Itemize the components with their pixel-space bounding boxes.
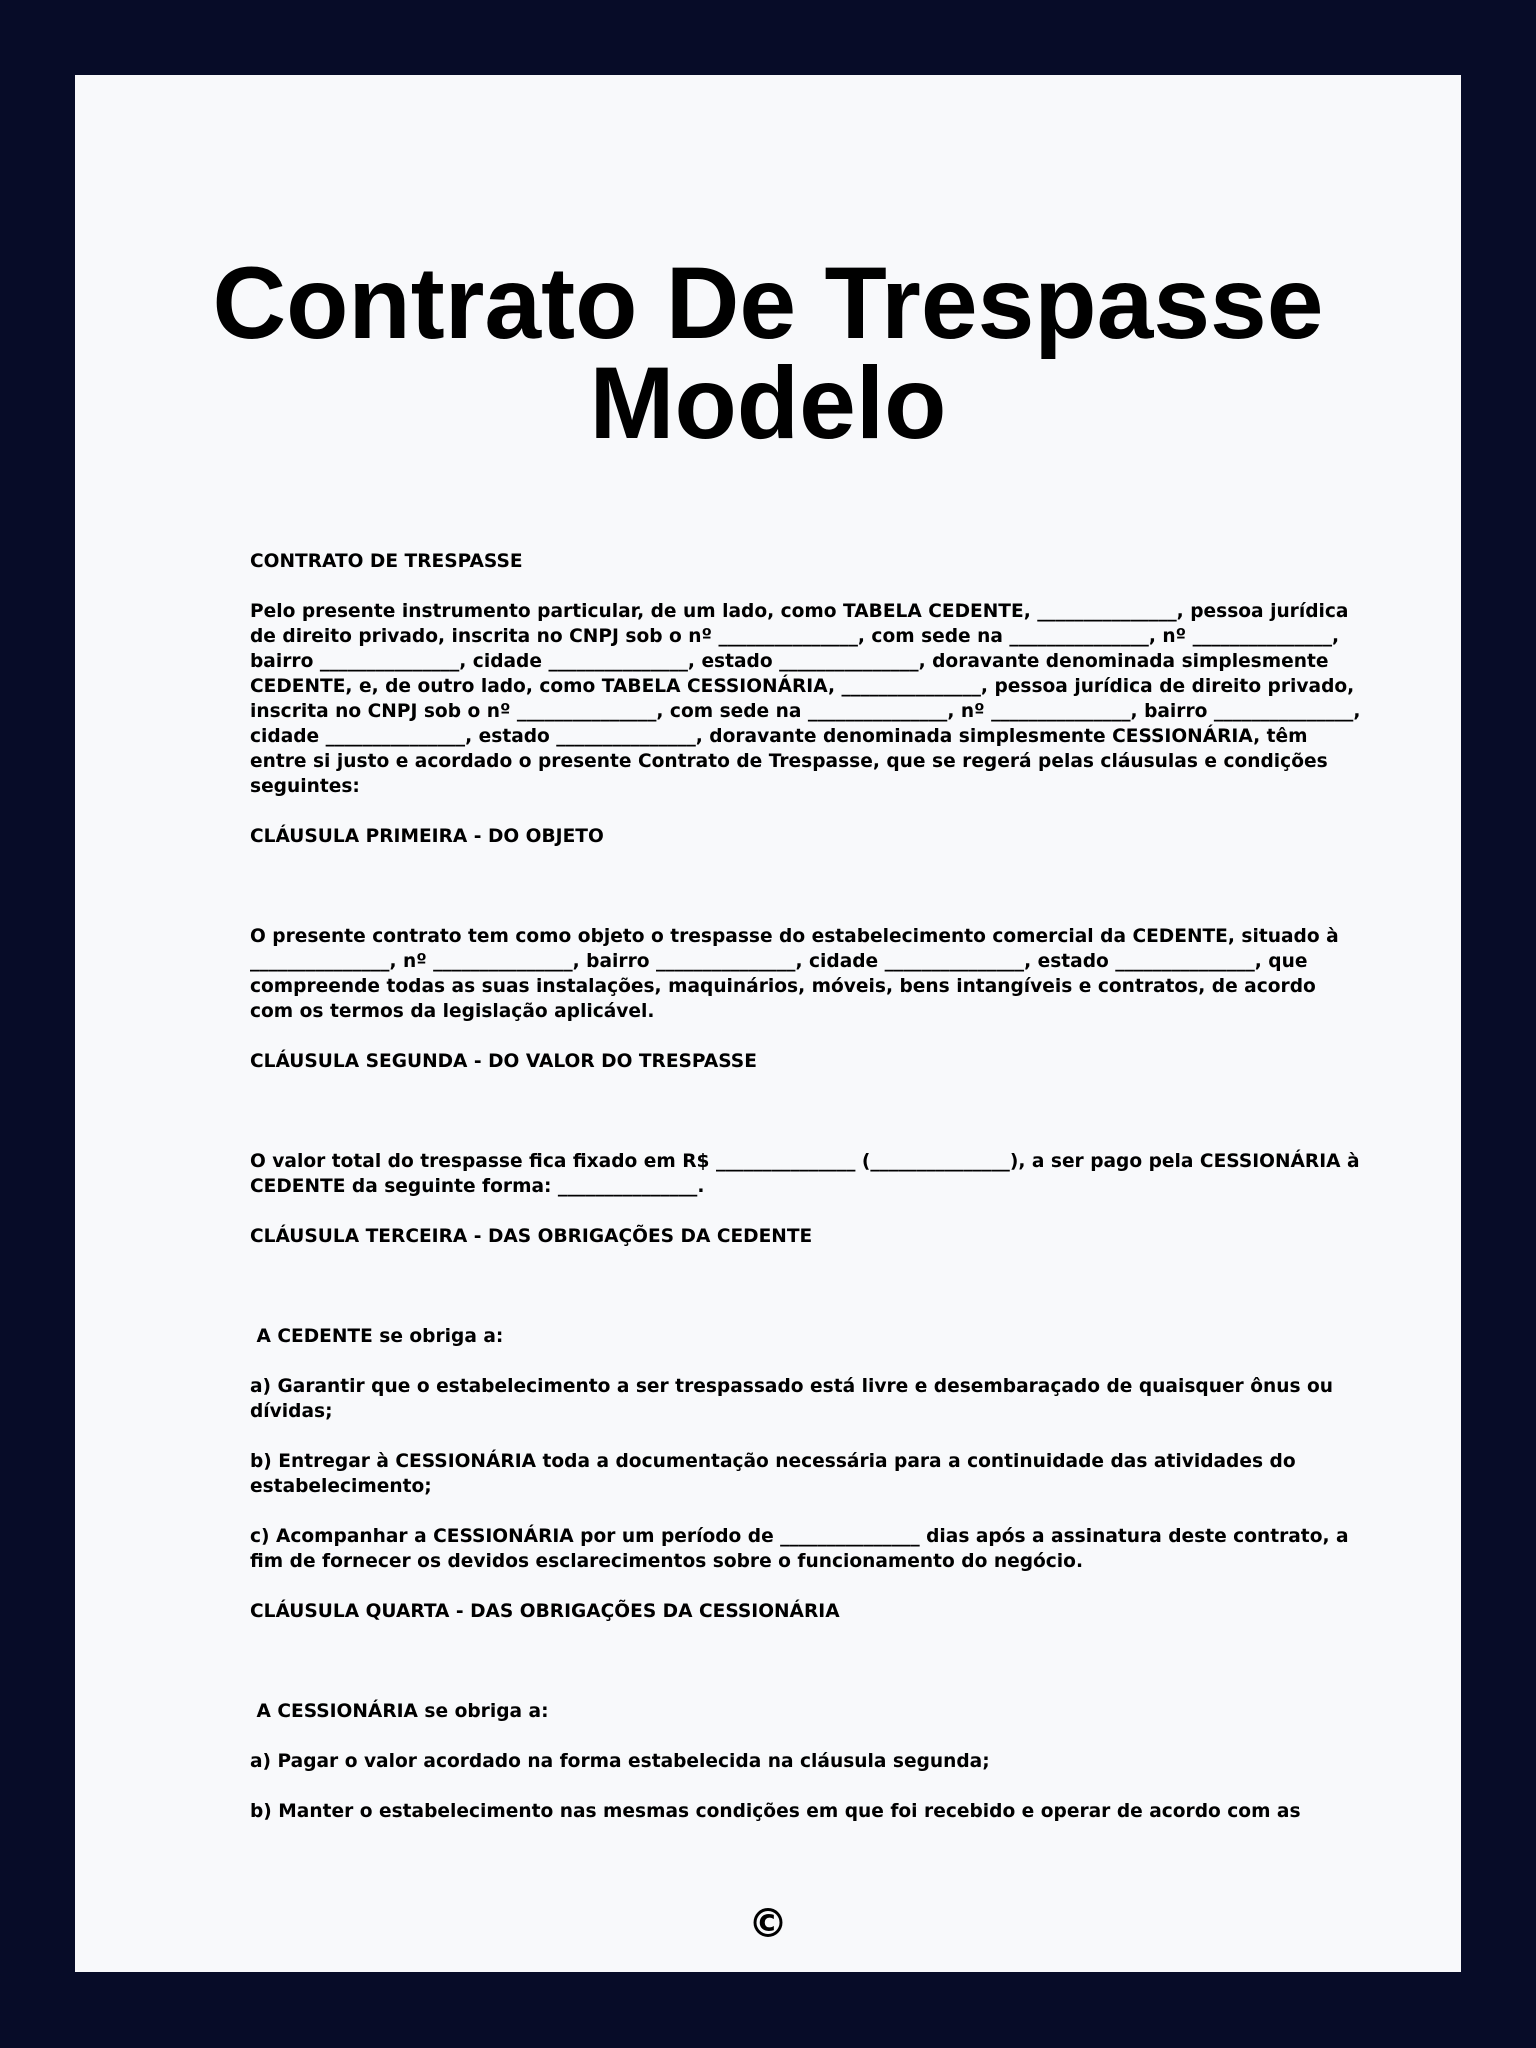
body-paragraph: Pelo presente instrumento particular, de um lado, como TABELA CEDENTE, _______________, pessoa jurídica de direito privado, inscrita no CNPJ sob o nº _______________, com sede na _______________, nº _______________, bairro _______________, cidade _______________, estado _______________, doravante denominada simplesmente CEDENTE, e, de outro lado, como TABELA CESSIONÁRIA, _______________, pessoa jurídica de direito privado, inscrita no CNPJ sob o nº _______________, com sede na _______________, nº _______________, bairro _______________, cidade _______________, estado _______________, doravante denominada simplesmente CESSIONÁRIA, têm entre si justo e acordado o presente Contrato de Trespasse, que se regerá pelas cláusulas e condições seguintes: bbox=[250, 601, 1361, 797]
section-heading: CLÁUSULA QUARTA - DAS OBRIGAÇÕES DA CESSIONÁRIA bbox=[250, 1601, 840, 1622]
body-paragraph: O valor total do trespasse fica fixado em R$ _______________ (_______________), a ser pago pela CESSIONÁRIA à CEDENTE da seguinte forma: _______________. bbox=[250, 1151, 1360, 1197]
copyright-icon: © bbox=[748, 1901, 788, 1947]
section-heading: CLÁUSULA TERCEIRA - DAS OBRIGAÇÕES DA CEDENTE bbox=[250, 1226, 813, 1247]
list-item: a) Garantir que o estabelecimento a ser trespassado está livre e desembaraçado de quaisquer ônus ou dívidas; bbox=[250, 1376, 1334, 1422]
document-body bbox=[250, 549, 1365, 1824]
body-paragraph: O presente contrato tem como objeto o trespasse do estabelecimento comercial da CEDENTE, situado à _______________, nº _______________, bairro _______________, cidade _______________, estado _______________, que compreende todas as suas instalações, maquinários, móveis, bens intangíveis e contratos, de acordo com os termos da legislação aplicável. bbox=[250, 926, 1339, 1022]
title-line-2: Modelo bbox=[589, 346, 947, 460]
section-heading: CLÁUSULA PRIMEIRA - DO OBJETO bbox=[250, 826, 604, 847]
document-page bbox=[75, 75, 1461, 1972]
body-paragraph: A CEDENTE se obriga a: bbox=[250, 1326, 504, 1347]
title-line-1: Contrato De Trespasse bbox=[212, 246, 1324, 360]
list-item: c) Acompanhar a CESSIONÁRIA por um período de _______________ dias após a assinatura deste contrato, a fim de fornecer os devidos esclarecimentos sobre o funcionamento do negócio. bbox=[250, 1526, 1349, 1572]
document-title bbox=[75, 246, 1461, 460]
section-heading: CONTRATO DE TRESPASSE bbox=[250, 551, 523, 572]
list-item: b) Manter o estabelecimento nas mesmas condições em que foi recebido e operar de acordo com as bbox=[250, 1801, 1301, 1822]
list-item: a) Pagar o valor acordado na forma estabelecida na cláusula segunda; bbox=[250, 1751, 990, 1772]
list-item: b) Entregar à CESSIONÁRIA toda a documentação necessária para a continuidade das atividades do estabelecimento; bbox=[250, 1451, 1296, 1497]
section-heading: CLÁUSULA SEGUNDA - DO VALOR DO TRESPASSE bbox=[250, 1051, 757, 1072]
body-paragraph: A CESSIONÁRIA se obriga a: bbox=[250, 1701, 549, 1722]
